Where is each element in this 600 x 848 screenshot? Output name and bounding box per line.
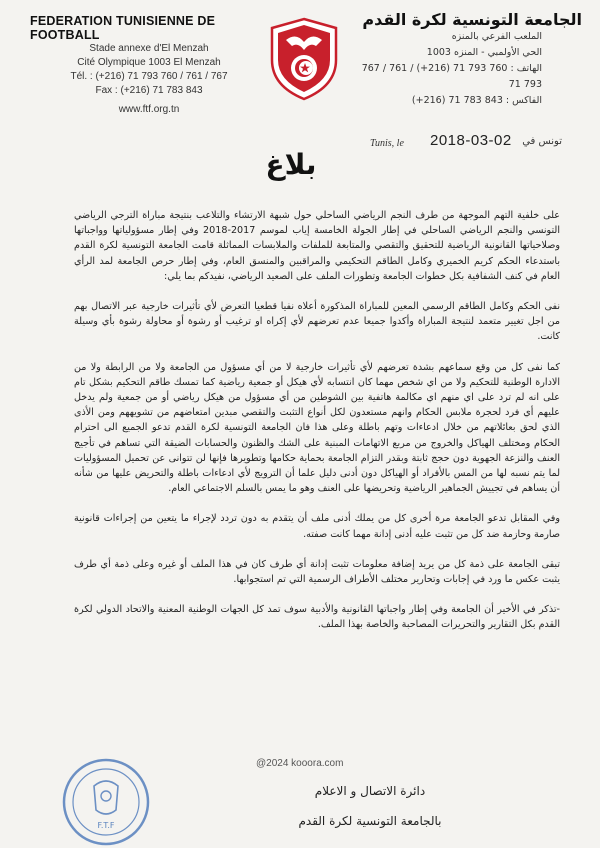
tunis-ar-label: تونس في [522,136,562,147]
address-line: Cité Olympique 1003 El Menzah [77,57,221,68]
phone-line-ar: الهاتف : 760 793 71 (216+) / 761 / 767 793 71 [361,63,542,90]
document-date: 2018-03-02 [430,132,512,149]
body-paragraph: على خلفية التهم الموجهة من طرف النجم الرياضي الساحلي حول شبهة الارتشاء والتلاعب بنتيجة مباراة الترجي الرياضي التونسي والنجم الرياضي الساحلي في إطار الجولة الخامسة إياب لموسم 2017-2018 وفي إطار مسؤولياتها وواجباتها وصلاحياتها القانونية الرياضية للتحقيق والتقصي والمتابعة للملفات والملابسات المماثلة قامت الجامعة التونسية لكرة القدم باستدعاء الحكم كريم الخميري وكامل الطاقم التحكيمي والمراقبين والمنسق العام، وفي إطار حرص الجامعة لمد الرأي العام في كنف الشفافية بكل خطوات الجامعة وتطورات الملف على الصعيد الرياضي، نفيدكم بما يلي: [74,210,561,282]
department-name: دائرة الاتصال و الاعلام [314,784,426,798]
official-stamp [60,756,152,848]
stamp-initials: F.T.F [97,821,115,830]
address-line-ar: الحي الأولمبي - المنزه 1003 [426,47,542,58]
header-arabic [352,10,582,109]
body-paragraph: تبقى الجامعة على ذمة كل من يريد إضافة معلومات تثبت إدانة أي طرف كان في هذا الملف أو غيره وعلى ذمة أي طرف يثبت عكس ما ورد في إجابات وتحارير مختلف الأطراف الرسمية التي تم استجوابها. [74,558,560,586]
ftf-logo [266,16,342,102]
body-paragraph: وفي المقابل تدعو الجامعة مرة أخرى كل من يملك أدنى ملف أن يتقدم به دون تردد لإجراء ما يتعين من إجراءات قانونية صارمة وحازمة ضد كل من تثبت عليه أدنى إدانة مهما كانت صفته. [74,513,560,540]
federation-signature: بالجامعة التونسية لكرة القدم [298,814,442,828]
federation-name-ar: الجامعة التونسية لكرة القدم [362,10,582,29]
body-paragraph: نفى الحكم وكامل الطاقم الرسمي المعين للمباراة المذكورة أعلاه نفيا قطعيا التعرض لأي تأثيرات خارجية عبر الاتصال بهم من اجل تغيير متعمد لنتيجة المباراة وأكدوا جميعا عدم تعرضهم لأي إكراه او ترغيب أو رشوة أو محاولة رشوة بأي وسيلة كانت. [74,301,560,343]
body-paragraph: -تذكر في الأخير أن الجامعة وفي إطار واجباتها القانونية والأدبية سوف تمد كل الجهات الوطنية المعنية والاتحاد الدولي لكرة القدم بكل التقارير والتحريرات المصاحبة والخاصة بهذا الملف. [74,604,560,631]
body-paragraph: كما نفى كل من وقع سماعهم بشدة تعرضهم لأي تأثيرات خارجية لا من أي مسؤول من الجامعة ولا من الرابطة ولا من الادارة الوطنية للتحكيم ولا من اي شخص مهما كان انتسابه لأي هيكل أو جمعية رياضية كما تمسك طاقم التحكيم بشكل تام على انه لم ترد على اي منهم اي مكالمة هاتفية بين الشوطين من أي مسؤول من هيكل رياضي أو من جمعية ولم يدخل عليهم أي فرد لحجرة ملابس الحكام وانهم مستعدون لكل أنواع التثبت والتقصي مبدين امتعاضهم من تشويههم ومن الأذى الذي لحق بعائلاتهم من خلال ادعاءات وتهم باطلة وعلى هذا فان الجامعة التونسية لكرة القدم تدعو الجميع الى احترام الحكام ومختلف الهياكل والخروج من مربع الاتهامات المبنية على الشك والظنون والحسابات الضيقة التي تساهم في تأجيج العنف والنزعة الجهوية دون حجج ثابتة وبقدر التزام الجامعة بحماية حكامها وتطويرها فإنها لن تتوانى عن تحميل المسؤوليات لما يتم نسبه لها من المس بالأفراد أو الهياكل دون أدنى دليل علما أن الترويج لأي ادعاءات باطلة والتحريض عليها من شأنه أن يساهم في تجييش الجماهير الرياضية وتحريضها على العنف وهو ما يمس بالسلم الاجتماعي العام. [74,361,560,495]
federation-name-fr: FEDERATION TUNISIENNE DE FOOTBALL [30,14,216,42]
document-title: بلاغ [265,148,317,181]
address-line: Stade annexe d'El Menzah [89,43,209,54]
address-line-ar: الملعب الفرعي بالمنزه [451,31,542,42]
fax-line: Fax : (+216) 71 783 843 [95,85,203,96]
phone-line: Tél. : (+216) 71 793 760 / 761 / 767 [70,71,228,82]
header-french [30,14,250,115]
fax-line-ar: الفاكس : 843 783 71 (216+) [411,95,542,106]
watermark: @2024 kooora.com [256,758,344,769]
website-link[interactable]: www.ftf.org.tn [118,104,180,115]
signature-block [280,776,460,836]
tunis-le-label: Tunis, le [370,138,404,149]
document-body [74,208,560,648]
